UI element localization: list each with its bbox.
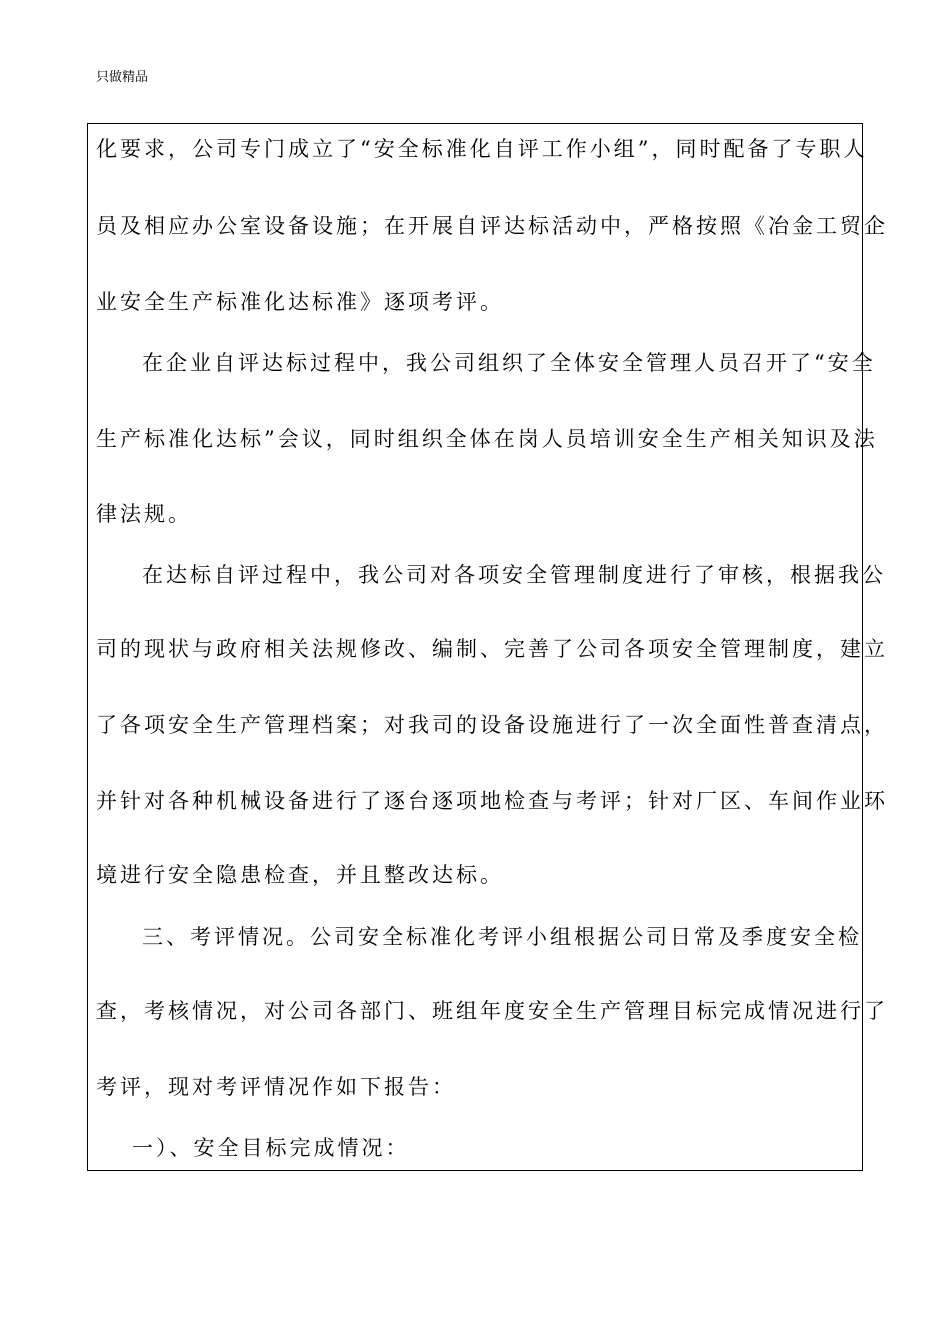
text-line-13: 查，考核情况，对公司各部门、班组年度安全生产管理目标完成情况进行了 (96, 999, 888, 1023)
text-line-6: 律法规。 (96, 502, 192, 526)
text-line-14: 考评，现对考评情况作如下报告： (96, 1075, 456, 1099)
text-line-2: 员及相应办公室设备设施；在开展自评达标活动中，严格按照《冶金工贸企 (96, 214, 888, 238)
text-line-9: 了各项安全生产管理档案；对我司的设备设施进行了一次全面性普查清点， (96, 713, 888, 737)
header-note: 只做精品 (96, 70, 149, 85)
text-line-8: 司的现状与政府相关法规修改、编制、完善了公司各项安全管理制度，建立 (96, 637, 888, 661)
text-line-7: 在达标自评过程中，我公司对各项安全管理制度进行了审核，根据我公 (142, 563, 886, 587)
text-line-4: 在企业自评达标过程中，我公司组织了全体安全管理人员召开了“安全 (142, 351, 876, 375)
text-line-1: 化要求，公司专门成立了“安全标准化自评工作小组”，同时配备了专职人 (96, 137, 868, 161)
text-line-15: 一）、安全目标完成情况： (132, 1136, 410, 1160)
text-line-11: 境进行安全隐患检查，并且整改达标。 (96, 863, 504, 887)
text-line-3: 业安全生产标准化达标准》逐项考评。 (96, 290, 504, 314)
text-line-5: 生产标准化达标”会议，同时组织全体在岗人员培训安全生产相关知识及法 (96, 427, 878, 451)
text-line-12: 三、考评情况。公司安全标准化考评小组根据公司日常及季度安全检 (142, 925, 862, 949)
text-line-10: 并针对各种机械设备进行了逐台逐项地检查与考评；针对厂区、车间作业环 (96, 789, 888, 813)
